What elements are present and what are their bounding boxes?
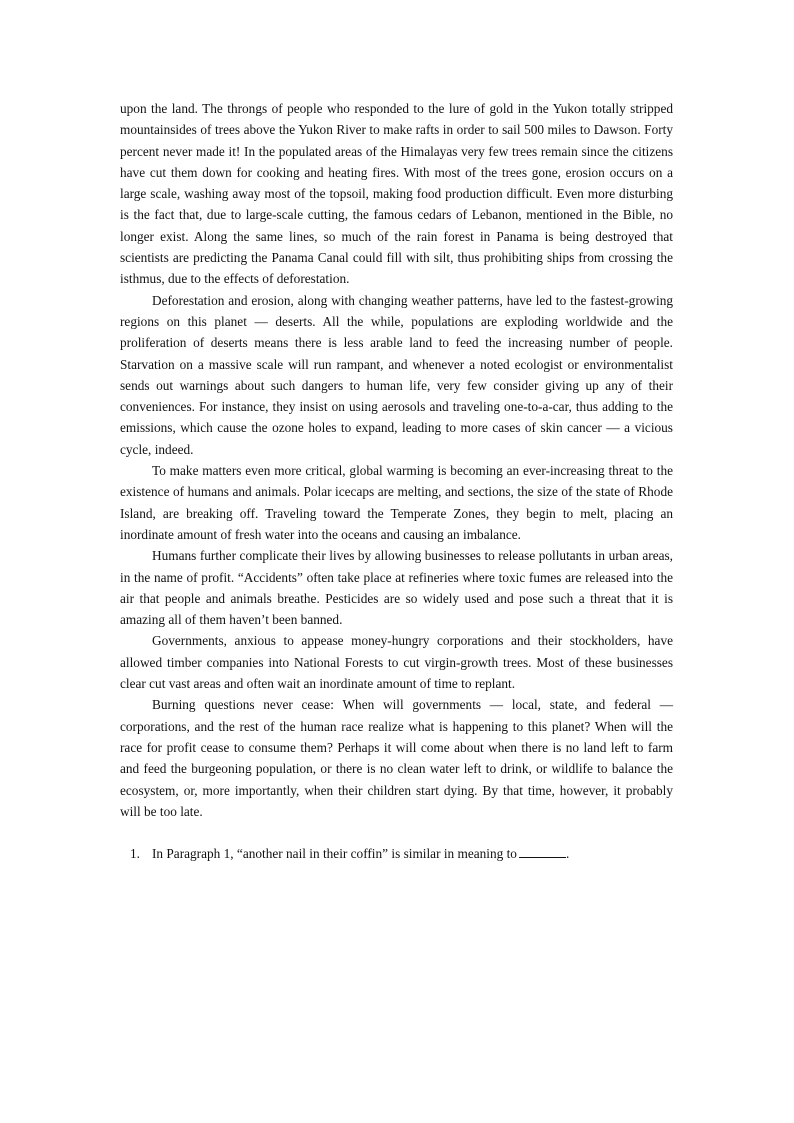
paragraph-global-warming: To make matters even more critical, global warming is becoming an ever-increasing threat to the existence of humans and animals. Polar icecaps are melting, and sections, the size of the state of Rhode Island, are breaking off. Traveling toward the Temperate Zones, they begin to melt, placing an inordinate amount of fresh water into the oceans and causing an imbalance.	[120, 463, 673, 542]
question-text: In Paragraph 1, “another nail in their coffin” is similar in meaning to	[152, 846, 517, 862]
paragraph-continuation: upon the land. The throngs of people who responded to the lure of gold in the Yukon totally stripped mountainsides of trees above the Yukon River to make rafts in order to sail 500 miles to Dawson. Forty percent never made it! In the populated areas of the Himalayas very few trees remain since the citizens have cut them down for cooking and heating fires. With most of the trees gone, erosion occurs on a large scale, washing away most of the topsoil, making food production difficult. Even more disturbing is the fact that, due to large-scale cutting, the famous cedars of Lebanon, mentioned in the Bible, no longer exist. Along the same lines, so much of the rain forest in Panama is being destroyed that scientists are predicting the Panama Canal could fill with silt, thus prohibiting ships from crossing the isthmus, due to the effects of deforestation.	[120, 101, 673, 287]
document-page	[120, 98, 673, 864]
paragraph-burning-questions: Burning questions never cease: When will governments — local, state, and federal — corporations, and the rest of the human race realize what is happening to this planet? When will the race for profit cease to consume them? Perhaps it will come about when there is no land left to farm and feed the burgeoning population, or there is no clean water left to drink, or wildlife to balance the ecosystem, or, more importantly, when their children start dying. By that time, however, it probably will be too late.	[120, 697, 673, 819]
question-1	[120, 843, 673, 864]
question-period: .	[565, 846, 570, 862]
paragraph-deserts: Deforestation and erosion, along with changing weather patterns, have led to the fastest-growing regions on this planet — deserts. All the while, populations are exploding worldwide and the proliferation of deserts means there is less arable land to feed the increasing number of people. Starvation on a massive scale will run rampant, and whenever a noted ecologist or environmentalist sends out warnings about such dangers to human life, very few consider giving up any of their conveniences. For instance, they insist on using aerosols and traveling one-to-a-car, thus adding to the emissions, which cause the ozone holes to expand, leading to more cases of skin cancer — a vicious cycle, indeed.	[120, 292, 673, 457]
paragraph-pollutants: Humans further complicate their lives by allowing businesses to release pollutants in urban areas, in the name of profit. “Accidents” often take place at refineries where toxic fumes are released into the air that people and animals breathe. Pesticides are so widely used and pose such a threat that it is amazing all of them haven’t been banned.	[120, 548, 673, 628]
paragraph-governments: Governments, anxious to appease money-hungry corporations and their stockholders, have allowed timber companies into National Forests to cut virgin-growth trees. Most of these businesses clear cut vast areas and often wait an inordinate amount of time to replant.	[120, 633, 673, 692]
answer-blank	[519, 845, 566, 858]
question-number: 1.	[130, 846, 140, 862]
